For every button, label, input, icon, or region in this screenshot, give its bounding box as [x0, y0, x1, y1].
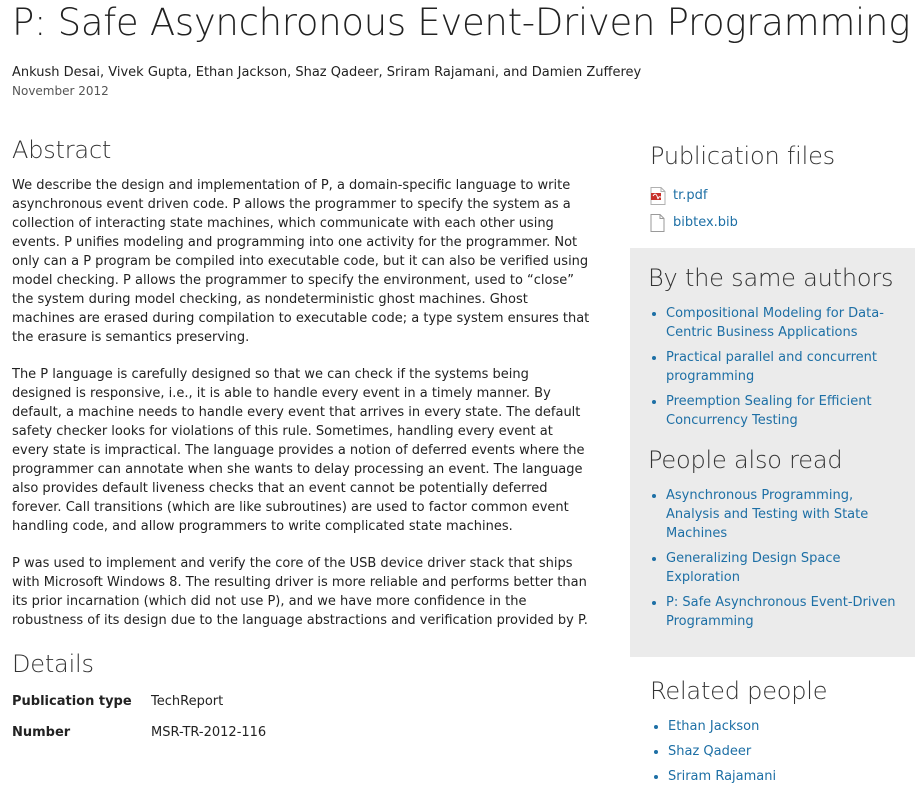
- file-row-bib[interactable]: [650, 209, 915, 236]
- also-read-heading: People also read: [648, 446, 843, 474]
- also-read-link[interactable]: Generalizing Design Space Exploration: [666, 551, 841, 585]
- details-section: [12, 648, 590, 754]
- also-read-link[interactable]: Asynchronous Programming, Analysis and Testing with State Machines: [666, 488, 869, 541]
- details-row: [12, 692, 266, 723]
- also-read-list: [648, 486, 897, 631]
- same-authors-link[interactable]: Preemption Sealing for Efficient Concurrency Testing: [666, 394, 872, 428]
- file-link-pdf[interactable]: tr.pdf: [673, 188, 708, 203]
- same-authors-link[interactable]: Compositional Modeling for Data-Centric Business Applications: [666, 306, 884, 340]
- list-item: [668, 717, 915, 736]
- list-item: [666, 549, 897, 587]
- related-people-section: [630, 657, 915, 786]
- abstract-paragraph: The P language is carefully designed so that we can check if the systems being designed is responsive, i.e., it is able to handle every event in a timely manner. By default, a machine needs to handle every event that arrives in every state. The default safety checker looks for violations of this rule. Sometimes, handling every event at every state is impractical. The language provides a notion of deferred events where the programmer can annotate when she wants to delay processing an event. The language also provides default liveness checks that an event cannot be potentially deferred forever. Call transitions (which are like subroutines) are used to factor common event handling code, and allow programmers to write complicated state machines.: [12, 367, 585, 534]
- publication-date: November 2012: [12, 84, 109, 98]
- list-item: [668, 742, 915, 761]
- details-heading: Details: [12, 650, 94, 678]
- list-item: [668, 767, 915, 786]
- same-authors-heading: By the same authors: [648, 264, 894, 292]
- pdf-file-icon: [650, 187, 666, 205]
- same-authors-link[interactable]: Practical parallel and concurrent programming: [666, 350, 877, 384]
- recommendations-panel: [630, 248, 915, 657]
- list-item: [666, 348, 897, 386]
- publication-files-heading: Publication files: [650, 142, 835, 170]
- details-value: MSR-TR-2012-116: [151, 725, 267, 740]
- file-link-bib[interactable]: bibtex.bib: [673, 215, 738, 230]
- related-people-heading: Related people: [650, 677, 828, 705]
- related-person-link[interactable]: Sriram Rajamani: [668, 769, 777, 784]
- main-content: [12, 134, 590, 754]
- abstract-paragraph: We describe the design and implementation of P, a domain-specific language to write asynchronous event driven code. P allows the programmer to specify the system as a collection of interacting state machines, which communicate with each other using events. P unifies modeling and programming into one activity for the programmer. Not only can a P program be compiled into executable code, but it can also be verified using model checking. P allows the programmer to specify the environment, used to “close” the system during model checking, as nondeterministic ghost machines. Ghost machines are erased during compilation to executable code; a type system ensures that the erasure is semantics preserving.: [12, 178, 590, 345]
- related-person-link[interactable]: Ethan Jackson: [668, 719, 760, 734]
- document-icon: [650, 214, 666, 232]
- sidebar: [630, 140, 915, 792]
- list-item: [666, 593, 897, 631]
- file-row-pdf[interactable]: [650, 182, 915, 209]
- related-people-list: [650, 717, 915, 786]
- list-item: [666, 392, 897, 430]
- also-read-link[interactable]: P: Safe Asynchronous Event-Driven Programming: [666, 595, 896, 629]
- details-value: TechReport: [151, 694, 224, 709]
- abstract-paragraph: P was used to implement and verify the core of the USB device driver stack that ships with Microsoft Windows 8. The resulting driver is more reliable and performs better than its prior incarnation (which did not use P), and we have more confidence in the robustness of its design due to the language abstractions and verification provided by P.: [12, 556, 588, 628]
- abstract-heading: Abstract: [12, 136, 112, 164]
- publication-files-section: [630, 140, 915, 248]
- page-title: P: Safe Asynchronous Event-Driven Programming: [12, 1, 911, 44]
- details-row: [12, 723, 266, 754]
- details-table: [12, 692, 266, 754]
- abstract-section: [12, 134, 590, 630]
- same-authors-list: [648, 304, 897, 430]
- list-item: [666, 304, 897, 342]
- details-label: Number: [12, 725, 71, 740]
- details-label: Publication type: [12, 694, 132, 709]
- authors-line: Ankush Desai, Vivek Gupta, Ethan Jackson, Shaz Qadeer, Sriram Rajamani, and Damien Zufferey: [12, 65, 642, 80]
- list-item: [666, 486, 897, 543]
- related-person-link[interactable]: Shaz Qadeer: [668, 744, 752, 759]
